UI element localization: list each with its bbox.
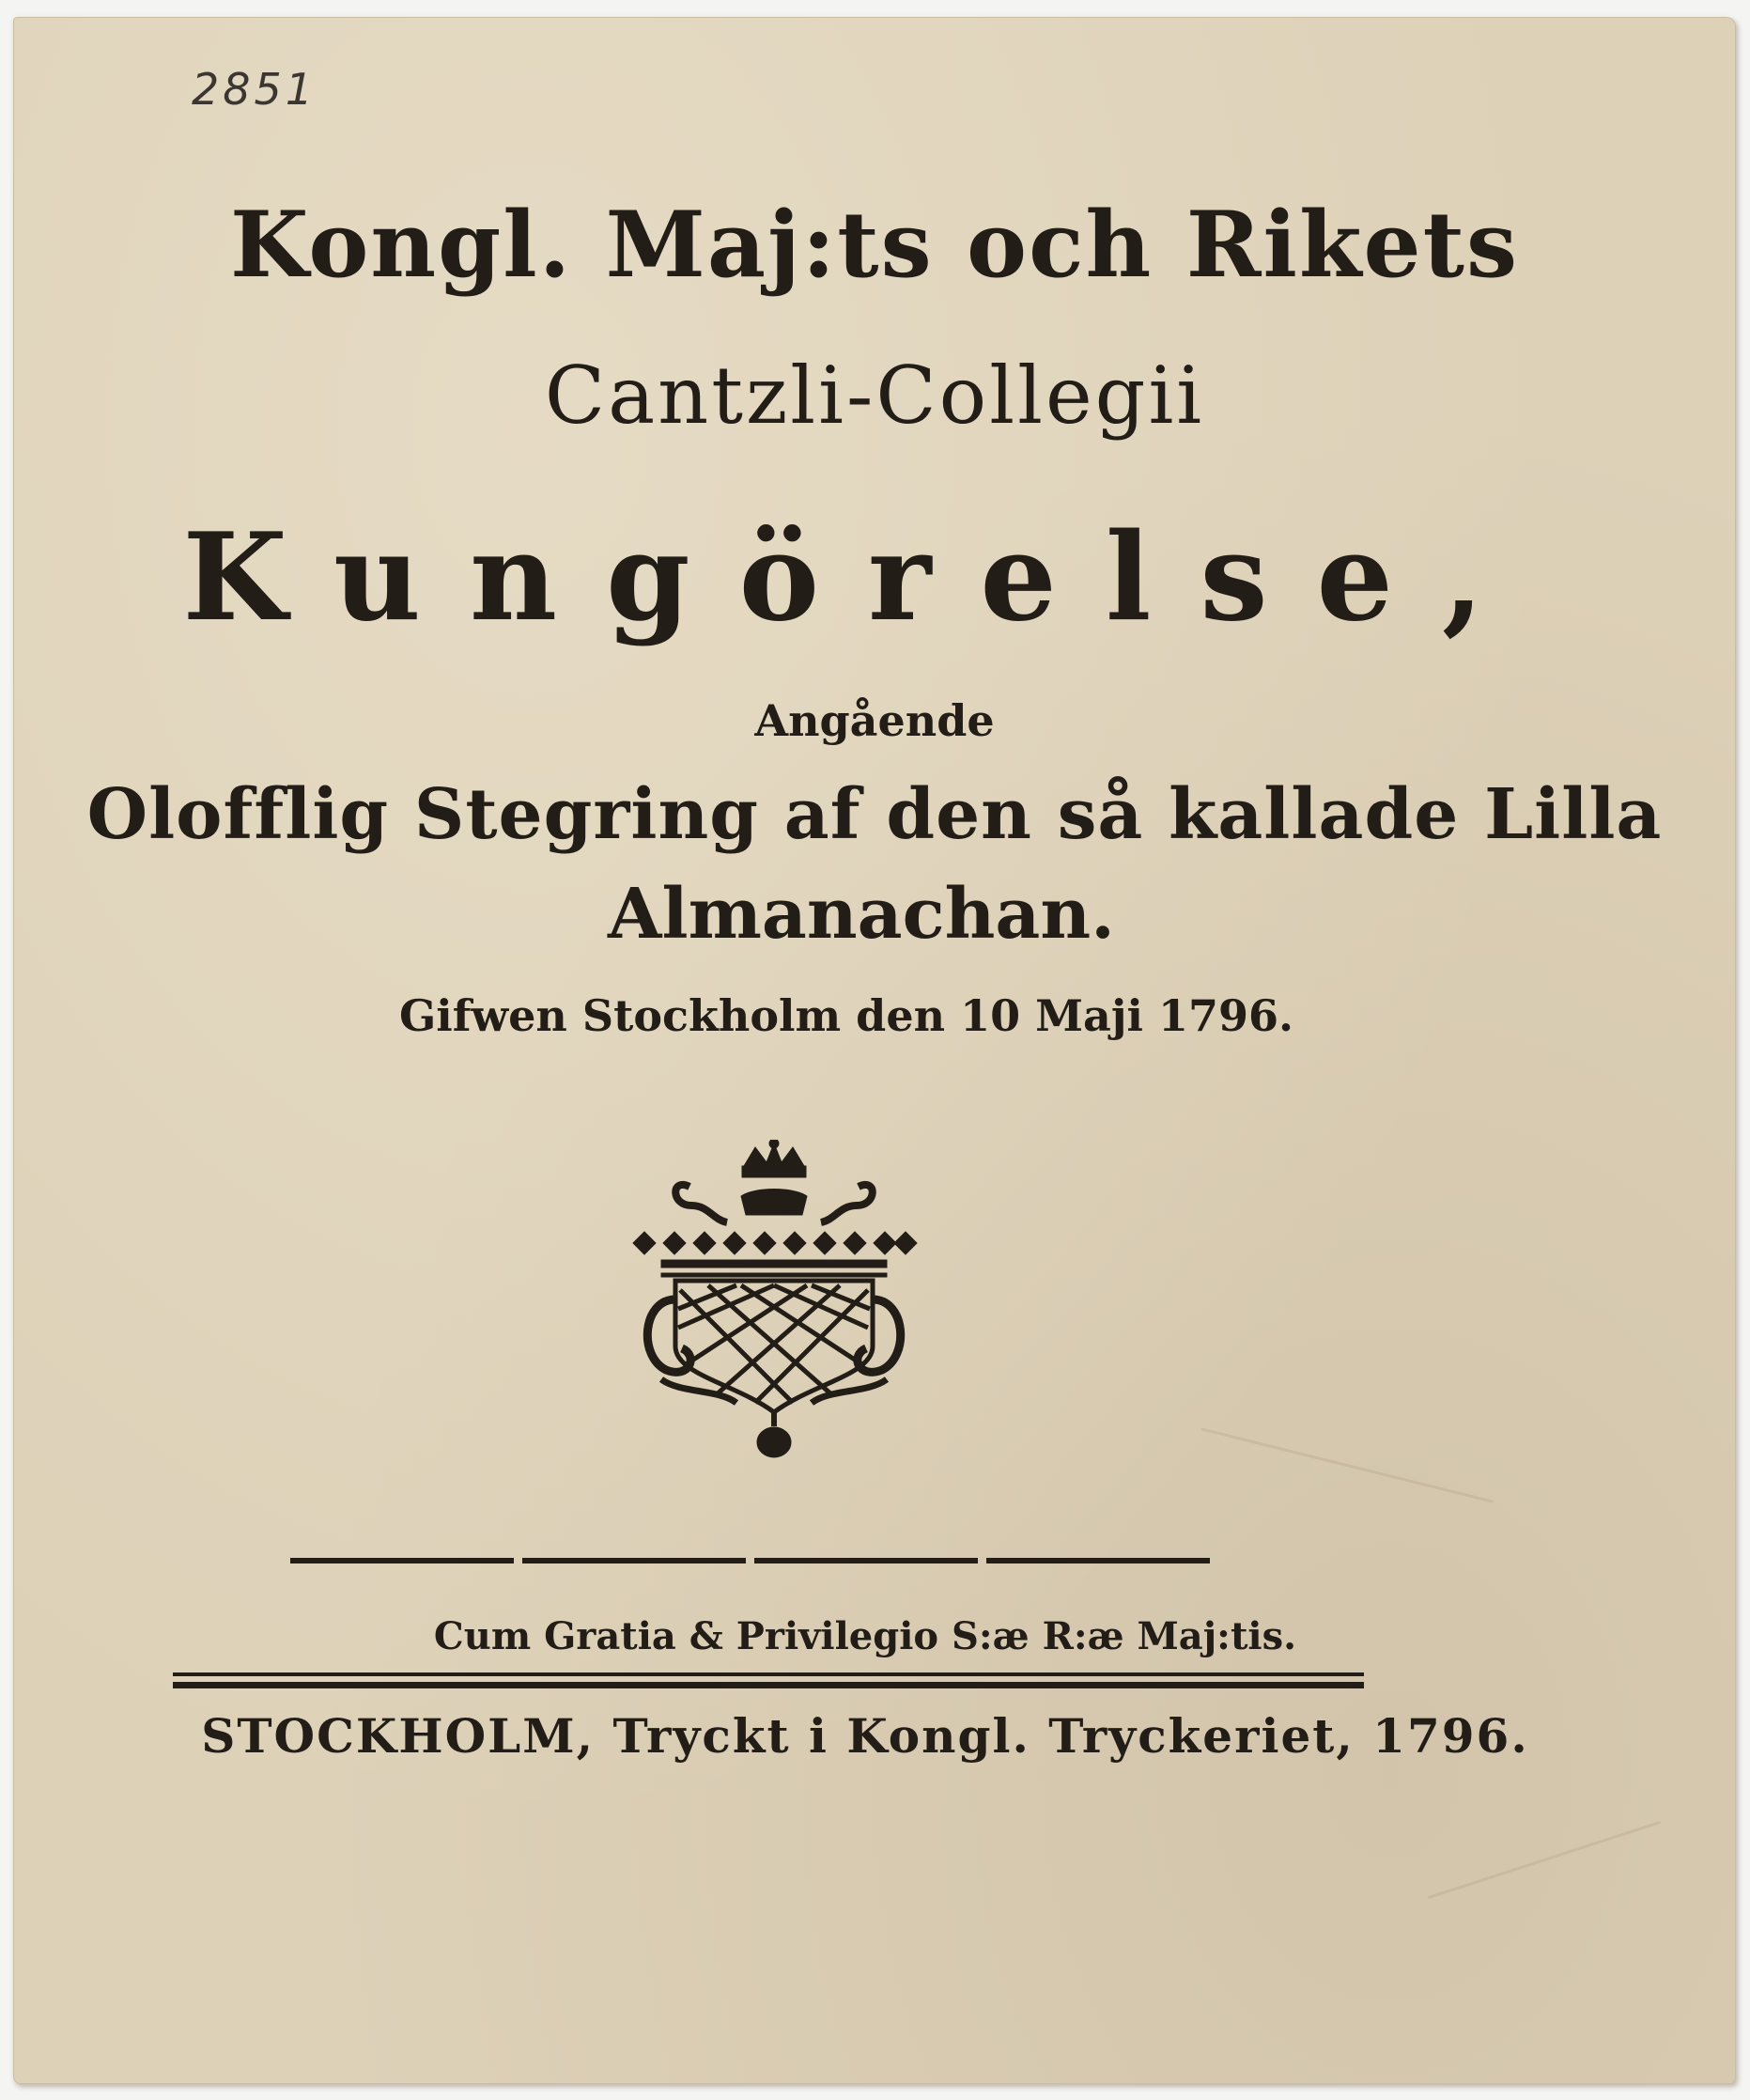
crowned-ornamental-shield-icon xyxy=(624,1140,924,1459)
rule-segment xyxy=(986,1558,1210,1563)
rule-segment xyxy=(522,1558,746,1563)
shelfmark: 2851 xyxy=(192,64,317,115)
imprint-line: STOCKHOLM, Tryckt i Kongl. Tryckeriet, 1796. xyxy=(201,1708,1529,1764)
paper-crease xyxy=(1200,1427,1493,1502)
title-line-3: Kungörelse, xyxy=(182,507,1533,648)
rule-segment xyxy=(754,1558,978,1563)
title-line-1: Kongl. Maj:ts och Rikets xyxy=(230,192,1519,298)
rule-segment xyxy=(290,1558,514,1563)
subject-intro: Angående xyxy=(754,695,995,746)
date-line: Gifwen Stockholm den 10 Maji 1796. xyxy=(398,990,1293,1041)
document-page xyxy=(13,17,1736,2084)
rule-line xyxy=(173,1672,1364,1676)
title-line-2: Cantzli-Collegii xyxy=(544,350,1205,442)
rule-line xyxy=(173,1682,1364,1688)
subject-line-2: Almanachan. xyxy=(608,874,1115,955)
paper-crease xyxy=(1428,1821,1661,1899)
privilege-line: Cum Gratia & Privilegio S:æ R:æ Maj:tis. xyxy=(433,1614,1297,1658)
subject-line-1: Olofflig Stegring af den så kallade Lilla xyxy=(86,774,1663,855)
